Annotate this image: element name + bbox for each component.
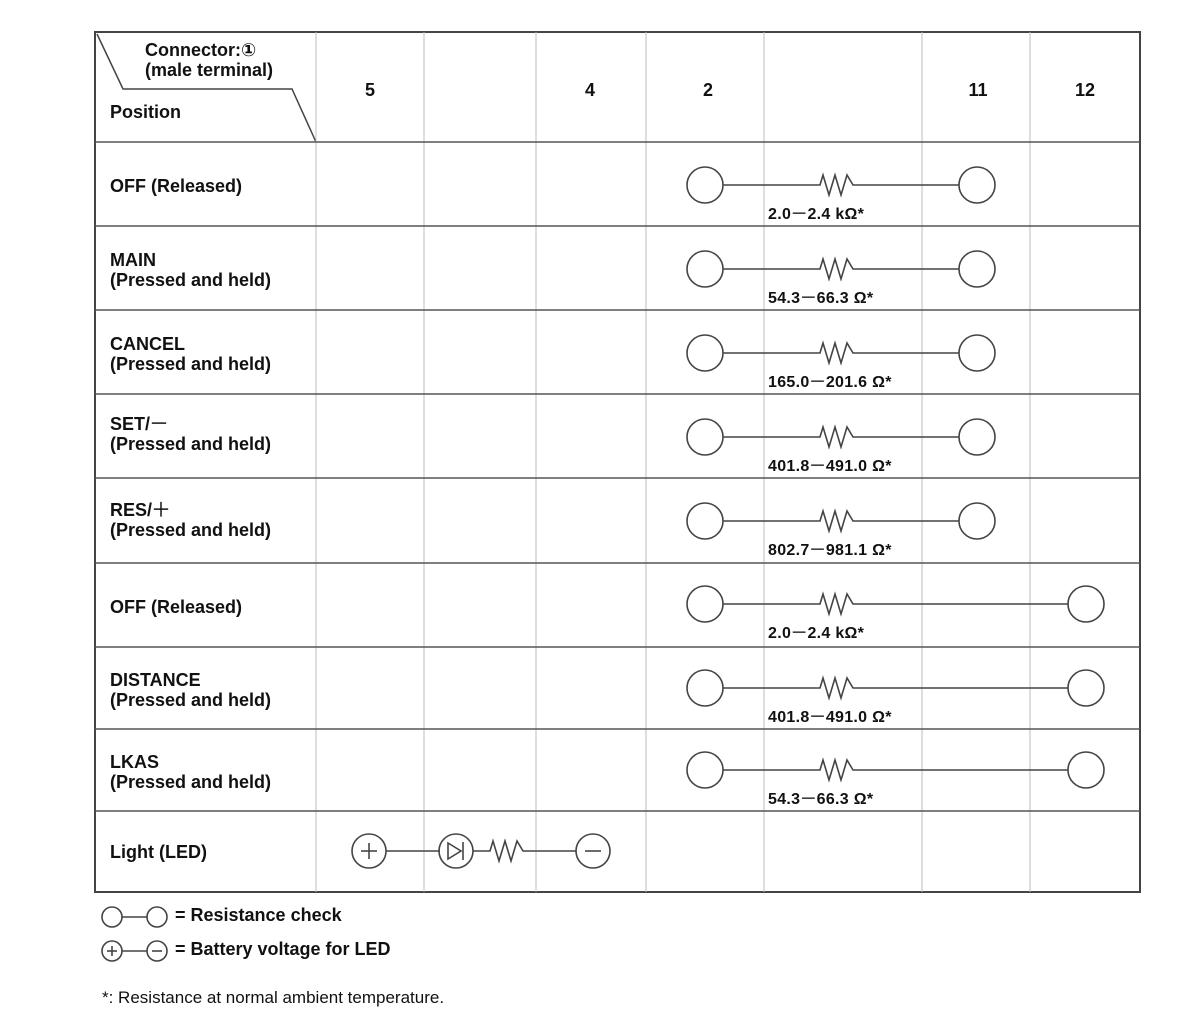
resistance-value: 401.8－491.0 Ω* [768,709,892,726]
connection-2-11-row3 [687,335,995,371]
male-terminal-label: (male terminal) [145,60,274,80]
resistance-value: 2.0－2.4 kΩ* [768,625,865,642]
led-circuit [352,834,610,868]
connection-2-12-row8 [687,752,1104,788]
row-label: RES/＋ [110,500,171,520]
resistance-value: 165.0－201.6 Ω* [768,374,892,391]
legend-battery-voltage: = Battery voltage for LED [175,939,391,959]
resistance-value: 401.8－491.0 Ω* [768,458,892,475]
row-lines [95,142,1140,811]
row-label: DISTANCE [110,670,201,690]
row-label-sub: (Pressed and held) [110,690,272,710]
col-header-11: 11 [968,80,988,100]
footnote: *: Resistance at normal ambient temperature. [102,988,445,1007]
col-header-12: 12 [1074,80,1096,100]
led-row-label: Light (LED) [110,842,207,862]
connection-2-11-row4 [687,419,995,455]
connection-2-11-row1 [687,167,995,203]
row-label-sub: (Pressed and held) [110,520,272,540]
row-label: CANCEL [110,334,185,354]
resistance-value: 54.3－66.3 Ω* [768,791,874,808]
row-label: SET/－ [110,414,169,434]
resistor-icon [473,841,576,861]
resistance-value: 802.7－981.1 Ω* [768,542,892,559]
resistance-value: 54.3－66.3 Ω* [768,290,874,307]
resistance-value: 2.0－2.4 kΩ* [768,206,865,223]
connection-2-11-row5 [687,503,995,539]
col-header-5: 5 [364,80,375,100]
connector-label: Connector:① [145,40,257,60]
connection-2-11-row2 [687,251,995,287]
row-label: LKAS [110,752,159,772]
legend-resistance-check: = Resistance check [175,905,342,925]
row-label-sub: (Pressed and held) [110,354,272,374]
row-label: OFF (Released) [110,597,243,617]
legend-battery-symbol [102,941,167,961]
connection-2-12-row7 [687,670,1104,706]
legend-resistance-symbol [102,907,167,927]
row-label: OFF (Released) [110,176,243,196]
column-lines [316,32,1030,892]
table-border [95,32,1140,892]
row-label-sub: (Pressed and held) [110,270,272,290]
connection-2-12-row6 [687,586,1104,622]
row-label-sub: (Pressed and held) [110,434,272,454]
position-header: Position [110,102,181,122]
col-header-2: 2 [702,80,713,100]
row-label-sub: (Pressed and held) [110,772,272,792]
col-header-4: 4 [584,80,595,100]
diode-icon [439,834,473,868]
row-label: MAIN [110,250,156,270]
